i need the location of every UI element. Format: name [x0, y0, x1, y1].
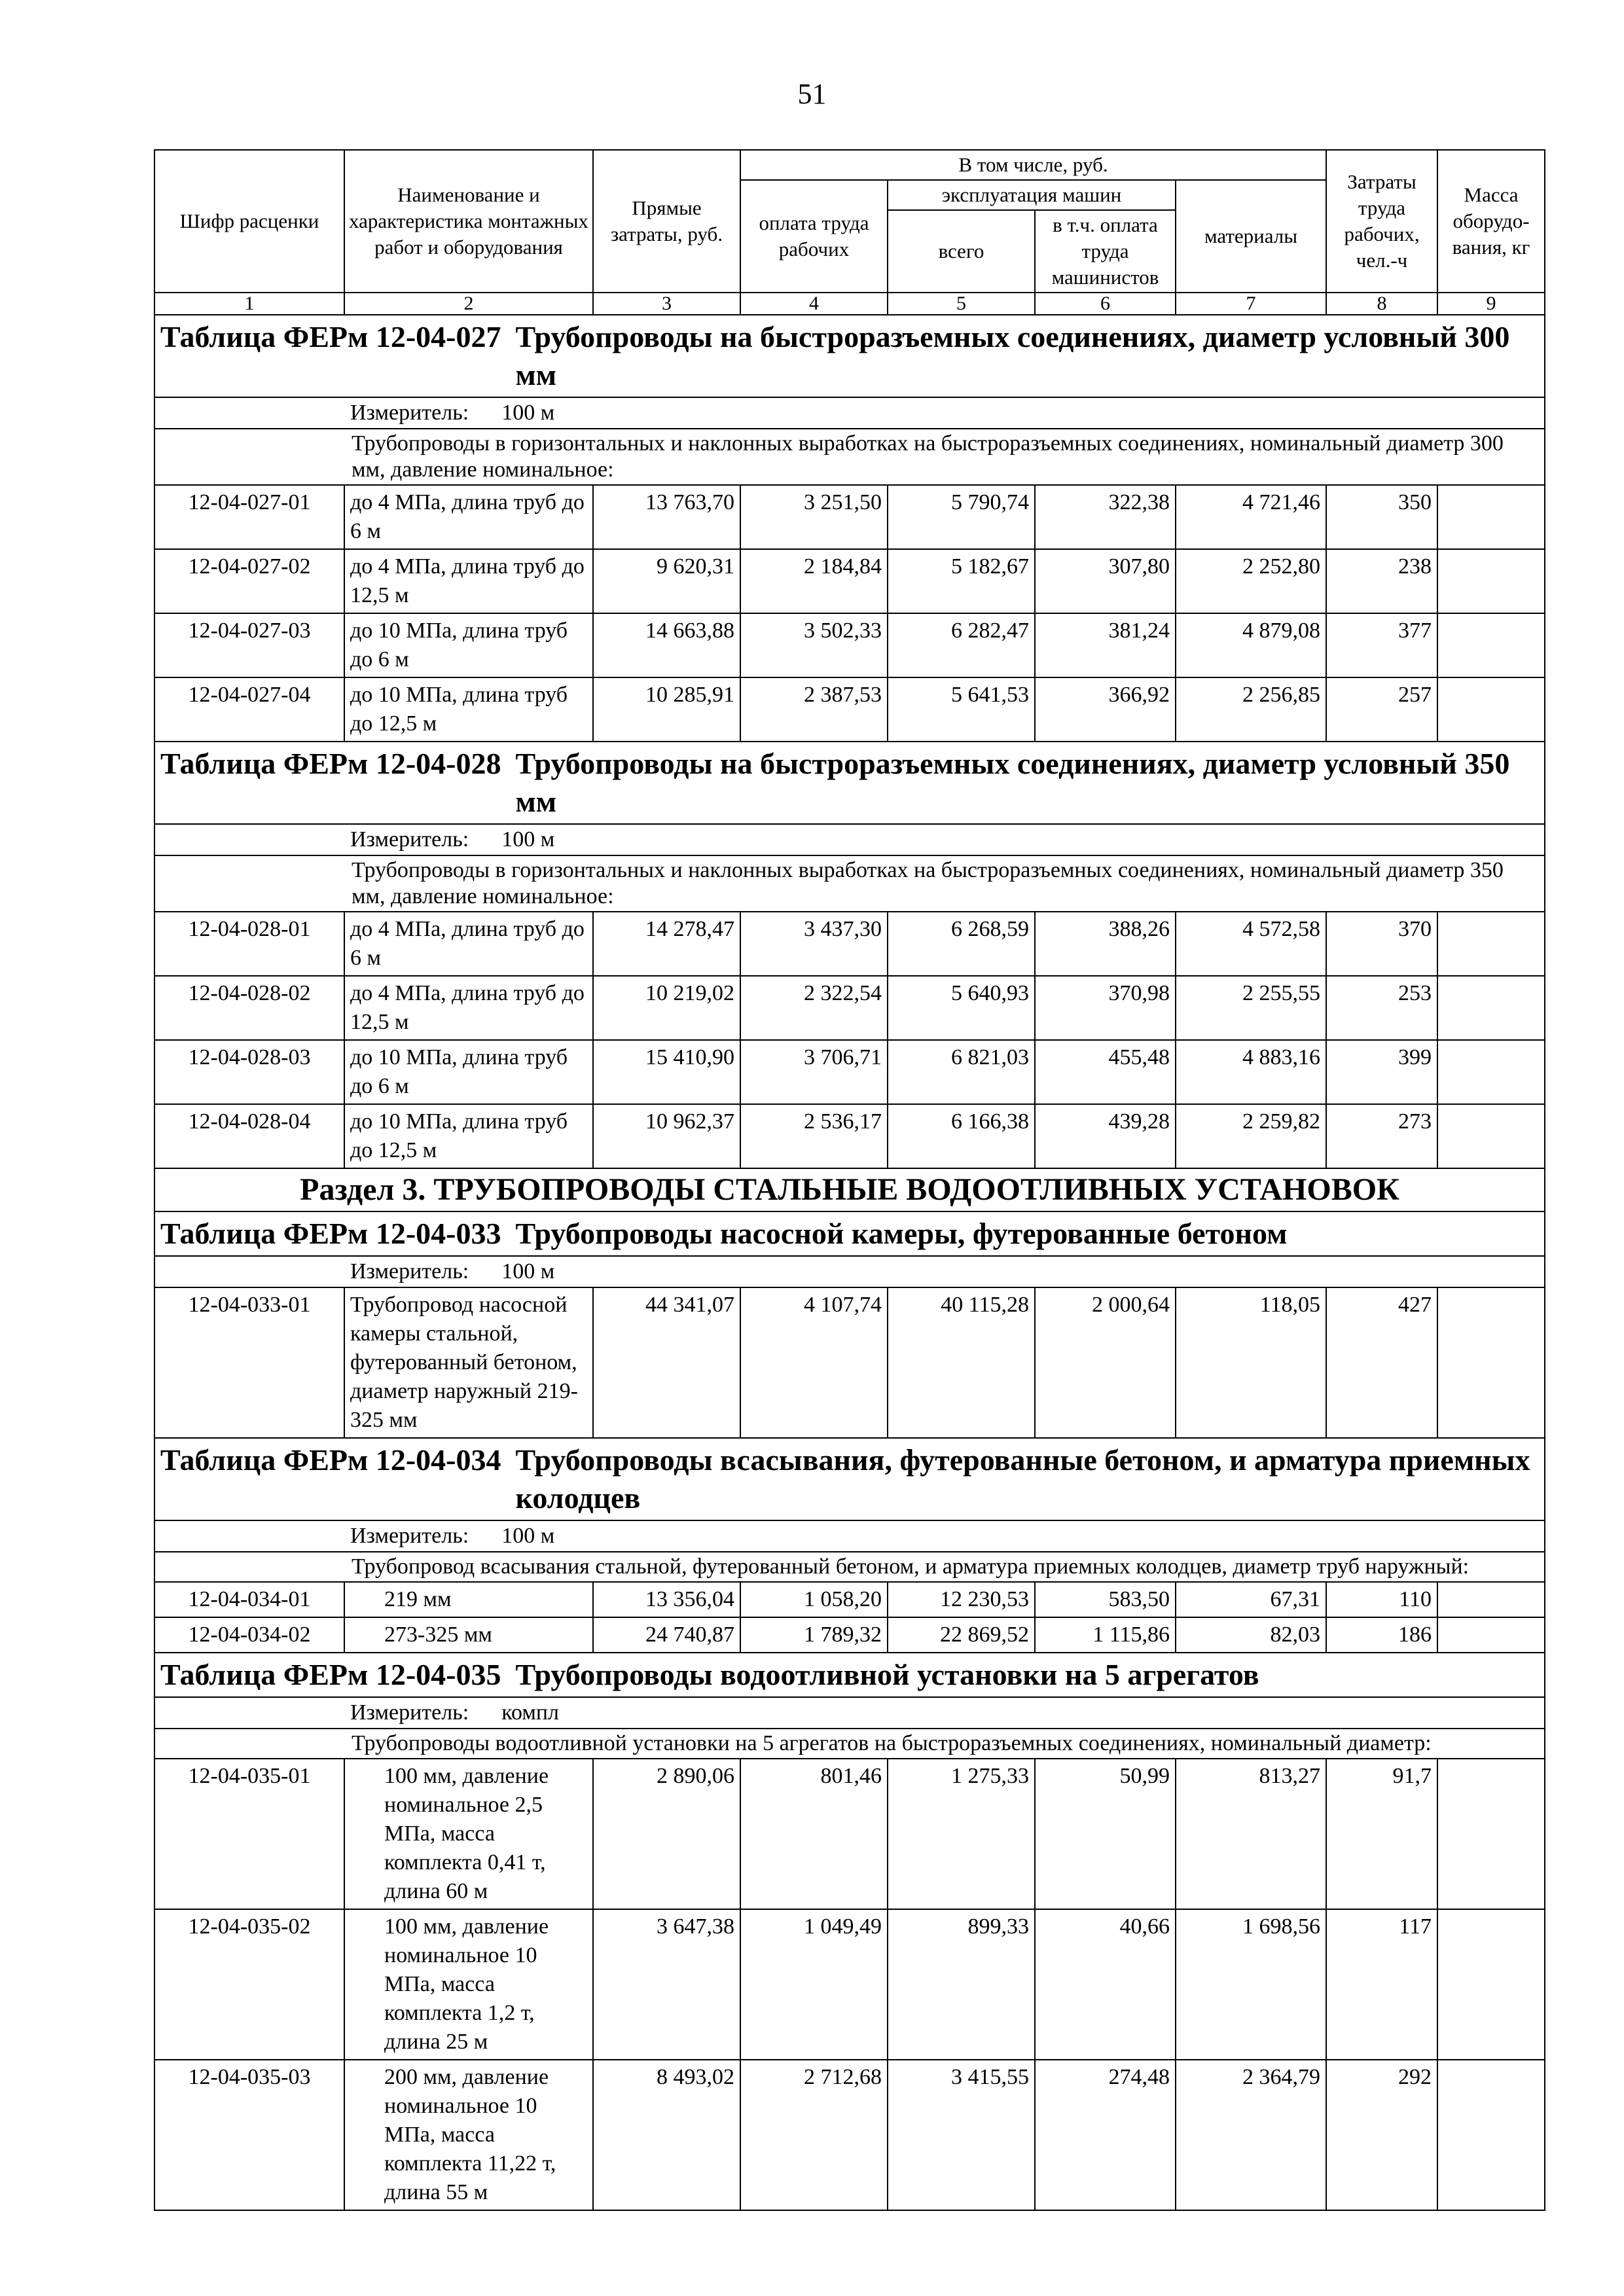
row-direct: 8 493,02 — [593, 2060, 740, 2210]
table-row — [154, 1582, 1545, 1617]
row-hours: 377 — [1326, 613, 1437, 677]
header-machines: эксплуатация машин — [888, 180, 1176, 210]
row-machines: 6 821,03 — [888, 1040, 1035, 1104]
row-hours: 238 — [1326, 549, 1437, 613]
table-title: Трубопроводы всасывания, футерованные бетоном, и арматура приемных колодцев — [515, 1443, 1530, 1515]
row-labor: 3 502,33 — [740, 613, 888, 677]
measure-label: Измеритель: — [350, 1524, 469, 1548]
table-title: Трубопроводы насосной камеры, футерованные бетоном — [515, 1217, 1288, 1250]
row-name: до 10 МПа, длина труб до 12,5 м — [344, 677, 593, 742]
row-direct: 10 219,02 — [593, 976, 740, 1040]
col-number: 3 — [593, 293, 740, 315]
row-labor: 3 437,30 — [740, 912, 888, 976]
row-materials: 2 259,82 — [1176, 1104, 1326, 1168]
row-code: 12-04-033-01 — [154, 1287, 344, 1438]
row-name: до 4 МПа, длина труб до 12,5 м — [344, 549, 593, 613]
header-labor-pay: оплата труда рабочих — [740, 180, 888, 293]
page-number: 51 — [797, 78, 827, 110]
row-machines: 5 640,93 — [888, 976, 1035, 1040]
table-title: Трубопроводы на быстроразъемных соединениях, диаметр условный 350 мм — [515, 747, 1510, 818]
description-row — [154, 855, 1545, 912]
table-description: Трубопровод всасывания стальной, футерованный бетоном, и арматура приемных колодцев, диаметр труб наружный: — [154, 1552, 1545, 1582]
row-name: до 10 МПа, длина труб до 12,5 м — [344, 1104, 593, 1168]
table-description: Трубопроводы в горизонтальных и наклонных выработках на быстроразъемных соединениях, номинальный диаметр 350 мм, давление номинальное: — [154, 855, 1545, 912]
measure-label: Измеритель: — [350, 401, 469, 425]
table-code: Таблица ФЕРм 12-04-027 — [160, 320, 501, 353]
row-labor: 1 058,20 — [740, 1582, 888, 1617]
measure-label: Измеритель: — [350, 1700, 469, 1725]
col-number: 5 — [888, 293, 1035, 315]
header-machines-total: всего — [888, 210, 1035, 293]
row-hours: 370 — [1326, 912, 1437, 976]
measure-label: Измеритель: — [350, 1259, 469, 1283]
measure-value: 100 м — [501, 827, 555, 852]
table-header — [154, 150, 1545, 315]
row-code: 12-04-027-04 — [154, 677, 344, 742]
table-row — [154, 1040, 1545, 1104]
row-machines: 40 115,28 — [888, 1287, 1035, 1438]
col-number: 4 — [740, 293, 888, 315]
description-row — [154, 1552, 1545, 1582]
header-direct-costs: Прямые затраты, руб. — [593, 150, 740, 293]
row-machinist-pay: 2 000,64 — [1035, 1287, 1176, 1438]
row-materials: 2 256,85 — [1176, 677, 1326, 742]
row-code: 12-04-035-01 — [154, 1759, 344, 1909]
header-materials: материалы — [1176, 180, 1326, 293]
section-title-row — [154, 1168, 1545, 1211]
row-machinist-pay: 274,48 — [1035, 2060, 1176, 2210]
table-code: Таблица ФЕРм 12-04-034 — [160, 1443, 501, 1477]
row-machinist-pay: 40,66 — [1035, 1909, 1176, 2060]
row-mass — [1437, 1104, 1545, 1168]
row-code: 12-04-027-01 — [154, 485, 344, 549]
row-mass — [1437, 1909, 1545, 2060]
row-mass — [1437, 549, 1545, 613]
row-mass — [1437, 677, 1545, 742]
measure-row — [154, 1256, 1545, 1287]
row-materials: 813,27 — [1176, 1759, 1326, 1909]
table-row — [154, 1909, 1545, 2060]
row-direct: 14 278,47 — [593, 912, 740, 976]
row-materials: 2 364,79 — [1176, 2060, 1326, 2210]
measure-value: 100 м — [501, 1259, 555, 1283]
row-code: 12-04-027-02 — [154, 549, 344, 613]
row-direct: 13 356,04 — [593, 1582, 740, 1617]
row-materials: 67,31 — [1176, 1582, 1326, 1617]
measure-row — [154, 1697, 1545, 1729]
table-row — [154, 1617, 1545, 1653]
row-machines: 12 230,53 — [888, 1582, 1035, 1617]
measure-row — [154, 1520, 1545, 1552]
row-code: 12-04-028-02 — [154, 976, 344, 1040]
table-title: Трубопроводы на быстроразъемных соединениях, диаметр условный 300 мм — [515, 320, 1510, 391]
row-name: до 4 МПа, длина труб до 6 м — [344, 485, 593, 549]
row-mass — [1437, 1759, 1545, 1909]
col-number: 9 — [1437, 293, 1545, 315]
row-name: 200 мм, давление номинальное 10 МПа, масса комплекта 11,22 т, длина 55 м — [344, 2060, 593, 2210]
row-code: 12-04-028-01 — [154, 912, 344, 976]
row-materials: 4 721,46 — [1176, 485, 1326, 549]
row-direct: 3 647,38 — [593, 1909, 740, 2060]
row-machines: 6 282,47 — [888, 613, 1035, 677]
row-mass — [1437, 613, 1545, 677]
row-direct: 2 890,06 — [593, 1759, 740, 1909]
row-code: 12-04-028-04 — [154, 1104, 344, 1168]
row-labor: 2 184,84 — [740, 549, 888, 613]
row-hours: 350 — [1326, 485, 1437, 549]
header-labor-hours: Затраты труда рабочих, чел.-ч — [1326, 150, 1437, 293]
row-materials: 4 879,08 — [1176, 613, 1326, 677]
row-direct: 14 663,88 — [593, 613, 740, 677]
col-number: 2 — [344, 293, 593, 315]
row-labor: 4 107,74 — [740, 1287, 888, 1438]
row-direct: 10 285,91 — [593, 677, 740, 742]
row-hours: 91,7 — [1326, 1759, 1437, 1909]
header-code: Шифр расценки — [154, 150, 344, 293]
row-machinist-pay: 439,28 — [1035, 1104, 1176, 1168]
row-mass — [1437, 1617, 1545, 1653]
table-row — [154, 1287, 1545, 1438]
row-hours: 257 — [1326, 677, 1437, 742]
table-title-row — [154, 1653, 1545, 1697]
header-group: В том числе, руб. — [740, 150, 1326, 180]
row-hours: 186 — [1326, 1617, 1437, 1653]
row-hours: 110 — [1326, 1582, 1437, 1617]
row-machinist-pay: 388,26 — [1035, 912, 1176, 976]
table-row — [154, 2060, 1545, 2210]
row-direct: 9 620,31 — [593, 549, 740, 613]
row-labor: 1 789,32 — [740, 1617, 888, 1653]
col-number: 7 — [1176, 293, 1326, 315]
row-mass — [1437, 976, 1545, 1040]
measure-value: 100 м — [501, 401, 555, 425]
row-code: 12-04-027-03 — [154, 613, 344, 677]
row-name: 100 мм, давление номинальное 2,5 МПа, масса комплекта 0,41 т, длина 60 м — [344, 1759, 593, 1909]
row-machines: 6 268,59 — [888, 912, 1035, 976]
table-code: Таблица ФЕРм 12-04-033 — [160, 1217, 501, 1250]
row-code: 12-04-028-03 — [154, 1040, 344, 1104]
row-materials: 2 255,55 — [1176, 976, 1326, 1040]
header-machinist-pay: в т.ч. оплата труда машинистов — [1035, 210, 1176, 293]
description-row — [154, 429, 1545, 485]
row-machinist-pay: 455,48 — [1035, 1040, 1176, 1104]
table-title-row — [154, 1211, 1545, 1256]
row-direct: 13 763,70 — [593, 485, 740, 549]
row-hours: 273 — [1326, 1104, 1437, 1168]
row-labor: 3 706,71 — [740, 1040, 888, 1104]
header-equipment-mass: Масса оборудо-вания, кг — [1437, 150, 1545, 293]
table-code: Таблица ФЕРм 12-04-028 — [160, 747, 501, 780]
row-name: до 10 МПа, длина труб до 6 м — [344, 613, 593, 677]
row-code: 12-04-035-02 — [154, 1909, 344, 2060]
row-direct: 24 740,87 — [593, 1617, 740, 1653]
table-code: Таблица ФЕРм 12-04-035 — [160, 1658, 501, 1691]
row-machines: 899,33 — [888, 1909, 1035, 2060]
row-name: 273-325 мм — [344, 1617, 593, 1653]
row-machines: 5 182,67 — [888, 549, 1035, 613]
table-title: Трубопроводы водоотливной установки на 5 агрегатов — [515, 1658, 1259, 1691]
row-materials: 2 252,80 — [1176, 549, 1326, 613]
measure-row — [154, 824, 1545, 855]
col-number: 8 — [1326, 293, 1437, 315]
row-direct: 44 341,07 — [593, 1287, 740, 1438]
row-machinist-pay: 366,92 — [1035, 677, 1176, 742]
table-description: Трубопроводы в горизонтальных и наклонных выработках на быстроразъемных соединениях, номинальный диаметр 300 мм, давление номинальное: — [154, 429, 1545, 485]
table-row — [154, 677, 1545, 742]
row-direct: 10 962,37 — [593, 1104, 740, 1168]
row-machinist-pay: 50,99 — [1035, 1759, 1176, 1909]
row-labor: 801,46 — [740, 1759, 888, 1909]
measure-label: Измеритель: — [350, 827, 469, 852]
row-labor: 1 049,49 — [740, 1909, 888, 2060]
row-direct: 15 410,90 — [593, 1040, 740, 1104]
row-name: 219 мм — [344, 1582, 593, 1617]
row-machines: 1 275,33 — [888, 1759, 1035, 1909]
row-hours: 253 — [1326, 976, 1437, 1040]
row-mass — [1437, 485, 1545, 549]
measure-value: компл — [501, 1700, 560, 1725]
row-machinist-pay: 322,38 — [1035, 485, 1176, 549]
row-mass — [1437, 1582, 1545, 1617]
row-machines: 6 166,38 — [888, 1104, 1035, 1168]
table-row — [154, 1759, 1545, 1909]
row-labor: 3 251,50 — [740, 485, 888, 549]
table-description: Трубопроводы водоотливной установки на 5 агрегатов на быстроразъемных соединениях, номинальный диаметр: — [154, 1729, 1545, 1759]
table-row — [154, 1104, 1545, 1168]
row-materials: 4 883,16 — [1176, 1040, 1326, 1104]
row-hours: 399 — [1326, 1040, 1437, 1104]
description-row — [154, 1729, 1545, 1759]
row-hours: 427 — [1326, 1287, 1437, 1438]
row-materials: 82,03 — [1176, 1617, 1326, 1653]
row-code: 12-04-034-02 — [154, 1617, 344, 1653]
row-materials: 4 572,58 — [1176, 912, 1326, 976]
row-materials: 118,05 — [1176, 1287, 1326, 1438]
row-name: до 4 МПа, длина труб до 6 м — [344, 912, 593, 976]
col-number: 1 — [154, 293, 344, 315]
row-name: до 4 МПа, длина труб до 12,5 м — [344, 976, 593, 1040]
table-title-row — [154, 315, 1545, 397]
row-labor: 2 536,17 — [740, 1104, 888, 1168]
row-machines: 5 790,74 — [888, 485, 1035, 549]
row-name: до 10 МПа, длина труб до 6 м — [344, 1040, 593, 1104]
row-code: 12-04-034-01 — [154, 1582, 344, 1617]
section-title: Раздел 3. ТРУБОПРОВОДЫ СТАЛЬНЫЕ ВОДООТЛИВНЫХ УСТАНОВОК — [154, 1168, 1545, 1211]
row-name: Трубопровод насосной камеры стальной, футерованный бетоном, диаметр наружный 219-325 мм — [344, 1287, 593, 1438]
row-mass — [1437, 1040, 1545, 1104]
row-mass — [1437, 912, 1545, 976]
table-title-row — [154, 1438, 1545, 1520]
row-hours: 117 — [1326, 1909, 1437, 2060]
price-table — [154, 149, 1545, 2211]
measure-row — [154, 397, 1545, 429]
row-hours: 292 — [1326, 2060, 1437, 2210]
row-mass — [1437, 1287, 1545, 1438]
table-row — [154, 485, 1545, 549]
table-title-row — [154, 742, 1545, 824]
table-row — [154, 912, 1545, 976]
row-labor: 2 387,53 — [740, 677, 888, 742]
col-number: 6 — [1035, 293, 1176, 315]
row-labor: 2 322,54 — [740, 976, 888, 1040]
measure-value: 100 м — [501, 1524, 555, 1548]
row-labor: 2 712,68 — [740, 2060, 888, 2210]
row-machinist-pay: 1 115,86 — [1035, 1617, 1176, 1653]
row-machinist-pay: 381,24 — [1035, 613, 1176, 677]
table-row — [154, 613, 1545, 677]
row-machinist-pay: 583,50 — [1035, 1582, 1176, 1617]
row-mass — [1437, 2060, 1545, 2210]
row-machinist-pay: 370,98 — [1035, 976, 1176, 1040]
row-machines: 3 415,55 — [888, 2060, 1035, 2210]
row-machines: 22 869,52 — [888, 1617, 1035, 1653]
table-row — [154, 549, 1545, 613]
row-name: 100 мм, давление номинальное 10 МПа, масса комплекта 1,2 т, длина 25 м — [344, 1909, 593, 2060]
table-row — [154, 976, 1545, 1040]
row-materials: 1 698,56 — [1176, 1909, 1326, 2060]
header-name: Наименование и характеристика монтажных работ и оборудования — [344, 150, 593, 293]
row-code: 12-04-035-03 — [154, 2060, 344, 2210]
row-machinist-pay: 307,80 — [1035, 549, 1176, 613]
row-machines: 5 641,53 — [888, 677, 1035, 742]
